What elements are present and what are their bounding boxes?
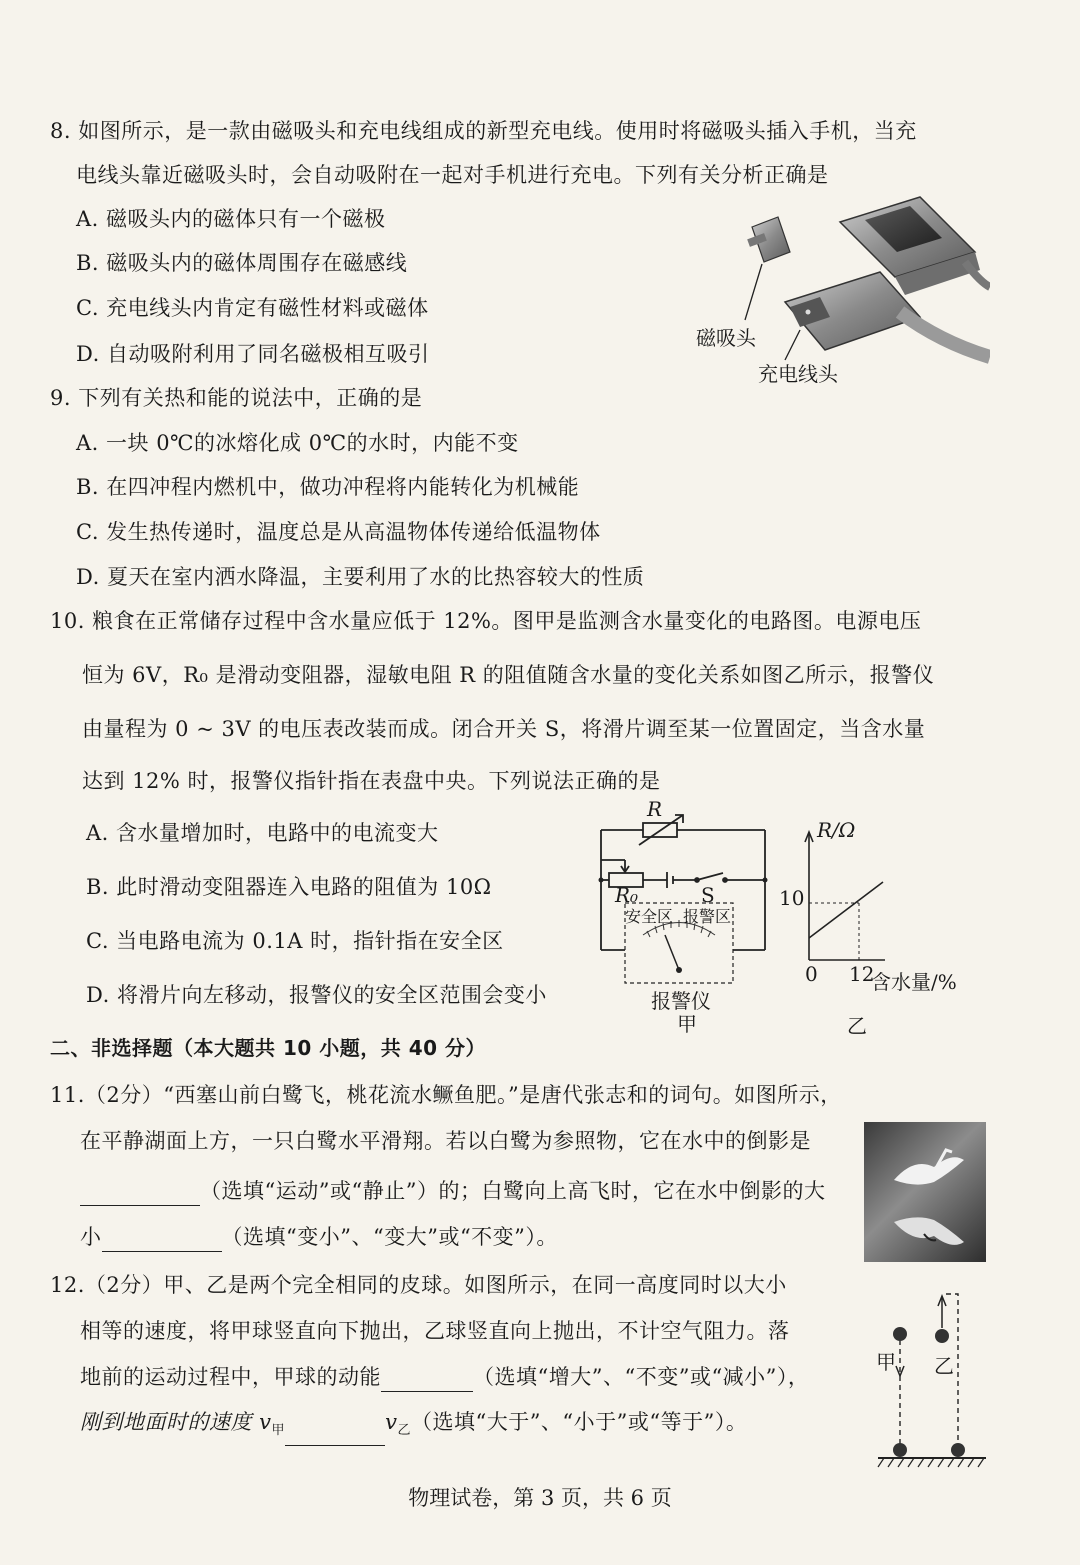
figure-yi-label: 乙 <box>847 1014 867 1038</box>
safe-zone-label: 安全区 <box>625 907 674 926</box>
q10-option-c: C. 当电路电流为 0.1A 时，指针指在安全区 <box>86 929 504 953</box>
q11-line-3 <box>80 1176 825 1206</box>
q8-option-c: C. 充电线头内肯定有磁性材料或磁体 <box>76 296 429 320</box>
ball-yi-label: 乙 <box>934 1354 954 1378</box>
resistor-r0-label: R₀ <box>615 883 639 907</box>
q9-option-a: A. 一块 0℃的冰熔化成 0℃的水时，内能不变 <box>76 431 519 455</box>
q8-option-b: B. 磁吸头内的磁体周围存在磁感线 <box>76 251 408 275</box>
circuit-figure <box>595 797 775 1036</box>
q11-blank-2[interactable] <box>102 1229 222 1252</box>
q12-blank-1[interactable] <box>381 1369 473 1392</box>
graph-x-tick-12: 12 <box>849 962 875 986</box>
q12-blank-2[interactable] <box>285 1423 385 1446</box>
q12-line-3 <box>80 1362 809 1392</box>
q8-option-d: D. 自动吸附利用了同名磁极相互吸引 <box>76 342 430 366</box>
alarm-zone-label: 报警区 <box>683 907 732 926</box>
ball-jia-label: 甲 <box>876 1350 896 1374</box>
q9-option-c: C. 发生热传递时，温度总是从高温物体传递给低温物体 <box>76 520 601 544</box>
q11-line-1: 11.（2分）“西塞山前白鹭飞，桃花流水鳜鱼肥。”是唐代张志和的词句。如图所示， <box>50 1083 842 1107</box>
page-footer: 物理试卷，第 3 页，共 6 页 <box>408 1486 672 1510</box>
balls-diagram <box>870 1282 990 1477</box>
q11-line-4 <box>80 1222 558 1252</box>
alarm-meter-label: 报警仪 <box>651 989 711 1013</box>
q10-stem-line-2: 恒为 6V，R₀ 是滑动变阻器，湿敏电阻 R 的阻值随含水量的变化关系如图乙所示，报警仪 <box>82 663 935 687</box>
q11-line-4-start: 小 <box>80 1225 102 1249</box>
q12-line-3-text: （选填“增大”、“不变”或“减小”）， <box>473 1365 810 1389</box>
q8-stem-line-1: 8. 如图所示，是一款由磁吸头和充电线组成的新型充电线。使用时将磁吸头插入手机，当充 <box>50 119 917 143</box>
q12-line-4-start: 刚到地面时的速度 v <box>80 1410 272 1434</box>
graph-y-tick-10: 10 <box>779 886 805 910</box>
q11-line-4-text: （选填“变小”、“变大”或“不变”）。 <box>221 1225 558 1249</box>
q10-option-a: A. 含水量增加时，电路中的电流变大 <box>86 821 439 845</box>
q12-line-1: 12.（2分）甲、乙是两个完全相同的皮球。如图所示，在同一高度同时以大小 <box>50 1273 787 1297</box>
q9-option-b: B. 在四冲程内燃机中，做功冲程将内能转化为机械能 <box>76 475 580 499</box>
q11-line-3-text: （选填“运动”或“静止”）的；白鹭向上高飞时，它在水中倒影的大 <box>200 1179 826 1203</box>
switch-s-label: S <box>701 883 715 907</box>
resistor-r-label: R <box>647 797 663 821</box>
graph-x-axis-label: 含水量/% <box>871 970 957 994</box>
q12-line-4-text: （选填“大于”、“小于”或“等于”）。 <box>410 1410 748 1434</box>
q8-stem-line-2: 电线头靠近磁吸头时，会自动吸附在一起对手机进行充电。下列有关分析正确是 <box>76 163 829 187</box>
q11-line-2: 在平静湖面上方，一只白鹭水平滑翔。若以白鹭为参照物，它在水中的倒影是 <box>80 1129 811 1153</box>
q12-sub-jia: 甲 <box>271 1423 286 1439</box>
q10-option-d: D. 将滑片向左移动，报警仪的安全区范围会变小 <box>86 983 547 1007</box>
q10-stem-line-4: 达到 12% 时，报警仪指针指在表盘中央。下列说法正确的是 <box>82 769 661 793</box>
egret-photo <box>864 1122 986 1262</box>
cable-head-label: 充电线头 <box>758 362 838 386</box>
q11-blank-1[interactable] <box>80 1183 200 1206</box>
q10-option-b: B. 此时滑动变阻器连入电路的阻值为 10Ω <box>86 875 492 899</box>
q10-stem-line-3: 由量程为 0 ~ 3V 的电压表改装而成。闭合开关 S，将滑片调至某一位置固定，当含水量 <box>82 717 926 741</box>
q10-stem-line-1: 10. 粮食在正常储存过程中含水量应低于 12%。图甲是监测含水量变化的电路图。电源电压 <box>50 609 922 633</box>
q9-option-d: D. 夏天在室内洒水降温，主要利用了水的比热容较大的性质 <box>76 565 645 589</box>
magnetic-head-label: 磁吸头 <box>696 326 756 350</box>
figure-jia-label: 甲 <box>677 1012 697 1036</box>
section-2-heading: 二、非选择题（本大题共 10 小题，共 40 分） <box>50 1036 487 1060</box>
q9-stem: 9. 下列有关热和能的说法中，正确的是 <box>50 386 423 410</box>
q12-line-2: 相等的速度，将甲球竖直向下抛出，乙球竖直向上抛出，不计空气阻力。落 <box>80 1319 790 1343</box>
q12-line-4 <box>80 1407 747 1446</box>
resistance-graph-figure <box>779 818 985 1038</box>
magnetic-cable-illustration <box>690 192 990 392</box>
resistance-graph <box>795 820 985 1035</box>
q12-sub-yi: 乙 <box>397 1423 411 1439</box>
q8-option-a: A. 磁吸头内的磁体只有一个磁极 <box>76 207 386 231</box>
egret-reflection-image <box>864 1122 986 1262</box>
q12-v-yi: v <box>385 1410 398 1434</box>
graph-y-axis-label: R/Ω <box>817 818 856 842</box>
graph-origin-label: 0 <box>805 962 818 986</box>
q12-line-3-start: 地前的运动过程中，甲球的动能 <box>80 1365 381 1389</box>
balls-figure <box>870 1282 990 1477</box>
magnetic-cable-figure <box>690 192 990 392</box>
